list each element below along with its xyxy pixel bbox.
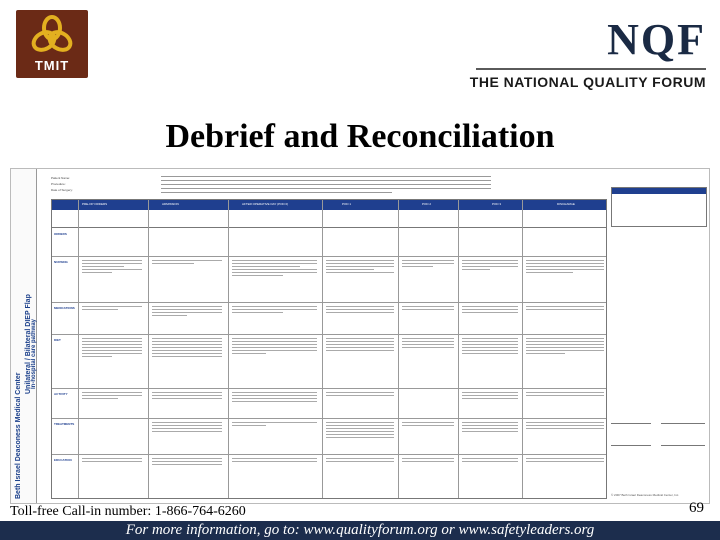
- field-procedure: Procedure:: [51, 182, 66, 186]
- row-label: MEDICATIONS: [54, 306, 75, 310]
- sidebar-title-text: Unilateral / Bilateral DIEP Flap: [25, 294, 32, 394]
- sidebar-org: Beth Israel Deaconess Medical Center: [15, 372, 22, 499]
- tmit-logo-text: TMIT: [34, 58, 70, 73]
- sidebar-subtitle: In-hospital care pathway: [31, 318, 37, 389]
- cell-text: [526, 306, 604, 312]
- cell-text: [152, 306, 222, 318]
- row-label: TREATMENTS: [54, 422, 75, 426]
- tollfree-number: 1-866-764-6260: [154, 504, 246, 519]
- cell-text: [402, 306, 454, 312]
- cell-text: [326, 422, 394, 440]
- cell-text: [152, 392, 222, 401]
- nqf-org-name: THE NATIONAL QUALITY FORUM: [469, 74, 706, 90]
- cell-text: [402, 260, 454, 269]
- row-label: ORDERS: [54, 232, 67, 236]
- tollfree-callin: [10, 504, 246, 520]
- grid-heading: POD 3: [492, 202, 502, 206]
- cell-text: [326, 338, 394, 353]
- document-intro-text: [161, 173, 491, 197]
- grid-heading: POD 2: [422, 202, 432, 206]
- cell-text: [326, 260, 394, 275]
- page-number: 69: [689, 500, 704, 516]
- grid-heading: ADMISSION: [162, 202, 179, 206]
- cell-text: [152, 260, 222, 266]
- cell-text: [232, 422, 317, 428]
- copyright-text: © 2007 Beth Israel Deaconess Medical Center, Inc.: [611, 493, 680, 497]
- footer-web-text[interactable]: For more information, go to: www.qualityforum.org or www.safetyleaders.org: [125, 522, 595, 538]
- cell-text: [462, 392, 518, 401]
- cell-text: [462, 338, 518, 356]
- document-fields: [51, 175, 73, 193]
- row-label: NURSING: [54, 260, 68, 264]
- cell-text: [526, 338, 604, 356]
- field-patient: Patient Name:: [51, 176, 71, 180]
- cell-text: [526, 260, 604, 275]
- cell-text: [402, 422, 454, 428]
- cell-text: [82, 458, 142, 464]
- cell-text: [232, 306, 317, 315]
- cell-text: [232, 458, 317, 464]
- cell-text: [152, 458, 222, 467]
- cell-text: [402, 458, 454, 464]
- footer-bar: [0, 521, 720, 540]
- nqf-mark: NQF: [607, 15, 706, 64]
- cell-text: [82, 338, 142, 359]
- cell-text: [152, 338, 222, 359]
- cell-text: [462, 422, 518, 434]
- grid-heading: PRE-OP ORDERS: [82, 202, 108, 206]
- signoff-table: [611, 187, 707, 227]
- cell-text: [462, 260, 518, 272]
- cell-text: [232, 338, 317, 356]
- cell-text: [462, 458, 518, 464]
- grid-heading: AFTER OPERATIVE DAY (POD 0): [242, 202, 289, 206]
- slide-title: Debrief and Reconciliation: [165, 118, 555, 155]
- cell-text: [232, 392, 317, 404]
- trinity-knot-icon: [30, 14, 74, 58]
- nqf-logo: [436, 15, 706, 90]
- document-signoff-panel: [611, 183, 707, 495]
- grid-heading: DISCHARGE: [557, 202, 575, 206]
- cell-text: [152, 422, 222, 434]
- field-date: Date of Surgery:: [51, 188, 73, 192]
- cell-text: [82, 392, 142, 401]
- pathway-grid: [51, 199, 607, 499]
- cell-text: [526, 458, 604, 464]
- document-sidebar: [11, 169, 37, 503]
- cell-text: [82, 306, 142, 312]
- row-label: ACTIVITY: [54, 392, 68, 396]
- cell-text: [82, 260, 142, 275]
- cell-text: [326, 458, 394, 464]
- tollfree-label: Toll-free Call-in number:: [10, 504, 152, 519]
- cell-text: [526, 392, 604, 398]
- grid-heading: POD 1: [342, 202, 352, 206]
- nqf-divider: [476, 68, 706, 70]
- cell-text: [526, 422, 604, 431]
- cell-text: [326, 392, 394, 398]
- cell-text: [402, 338, 454, 350]
- row-label: DIET: [54, 338, 61, 342]
- cell-text: [326, 306, 394, 315]
- cell-text: [462, 306, 518, 315]
- cell-text: [232, 260, 317, 278]
- row-label: EDUCATION: [54, 458, 72, 462]
- tmit-logo: [16, 10, 88, 78]
- care-pathway-document: [10, 168, 710, 504]
